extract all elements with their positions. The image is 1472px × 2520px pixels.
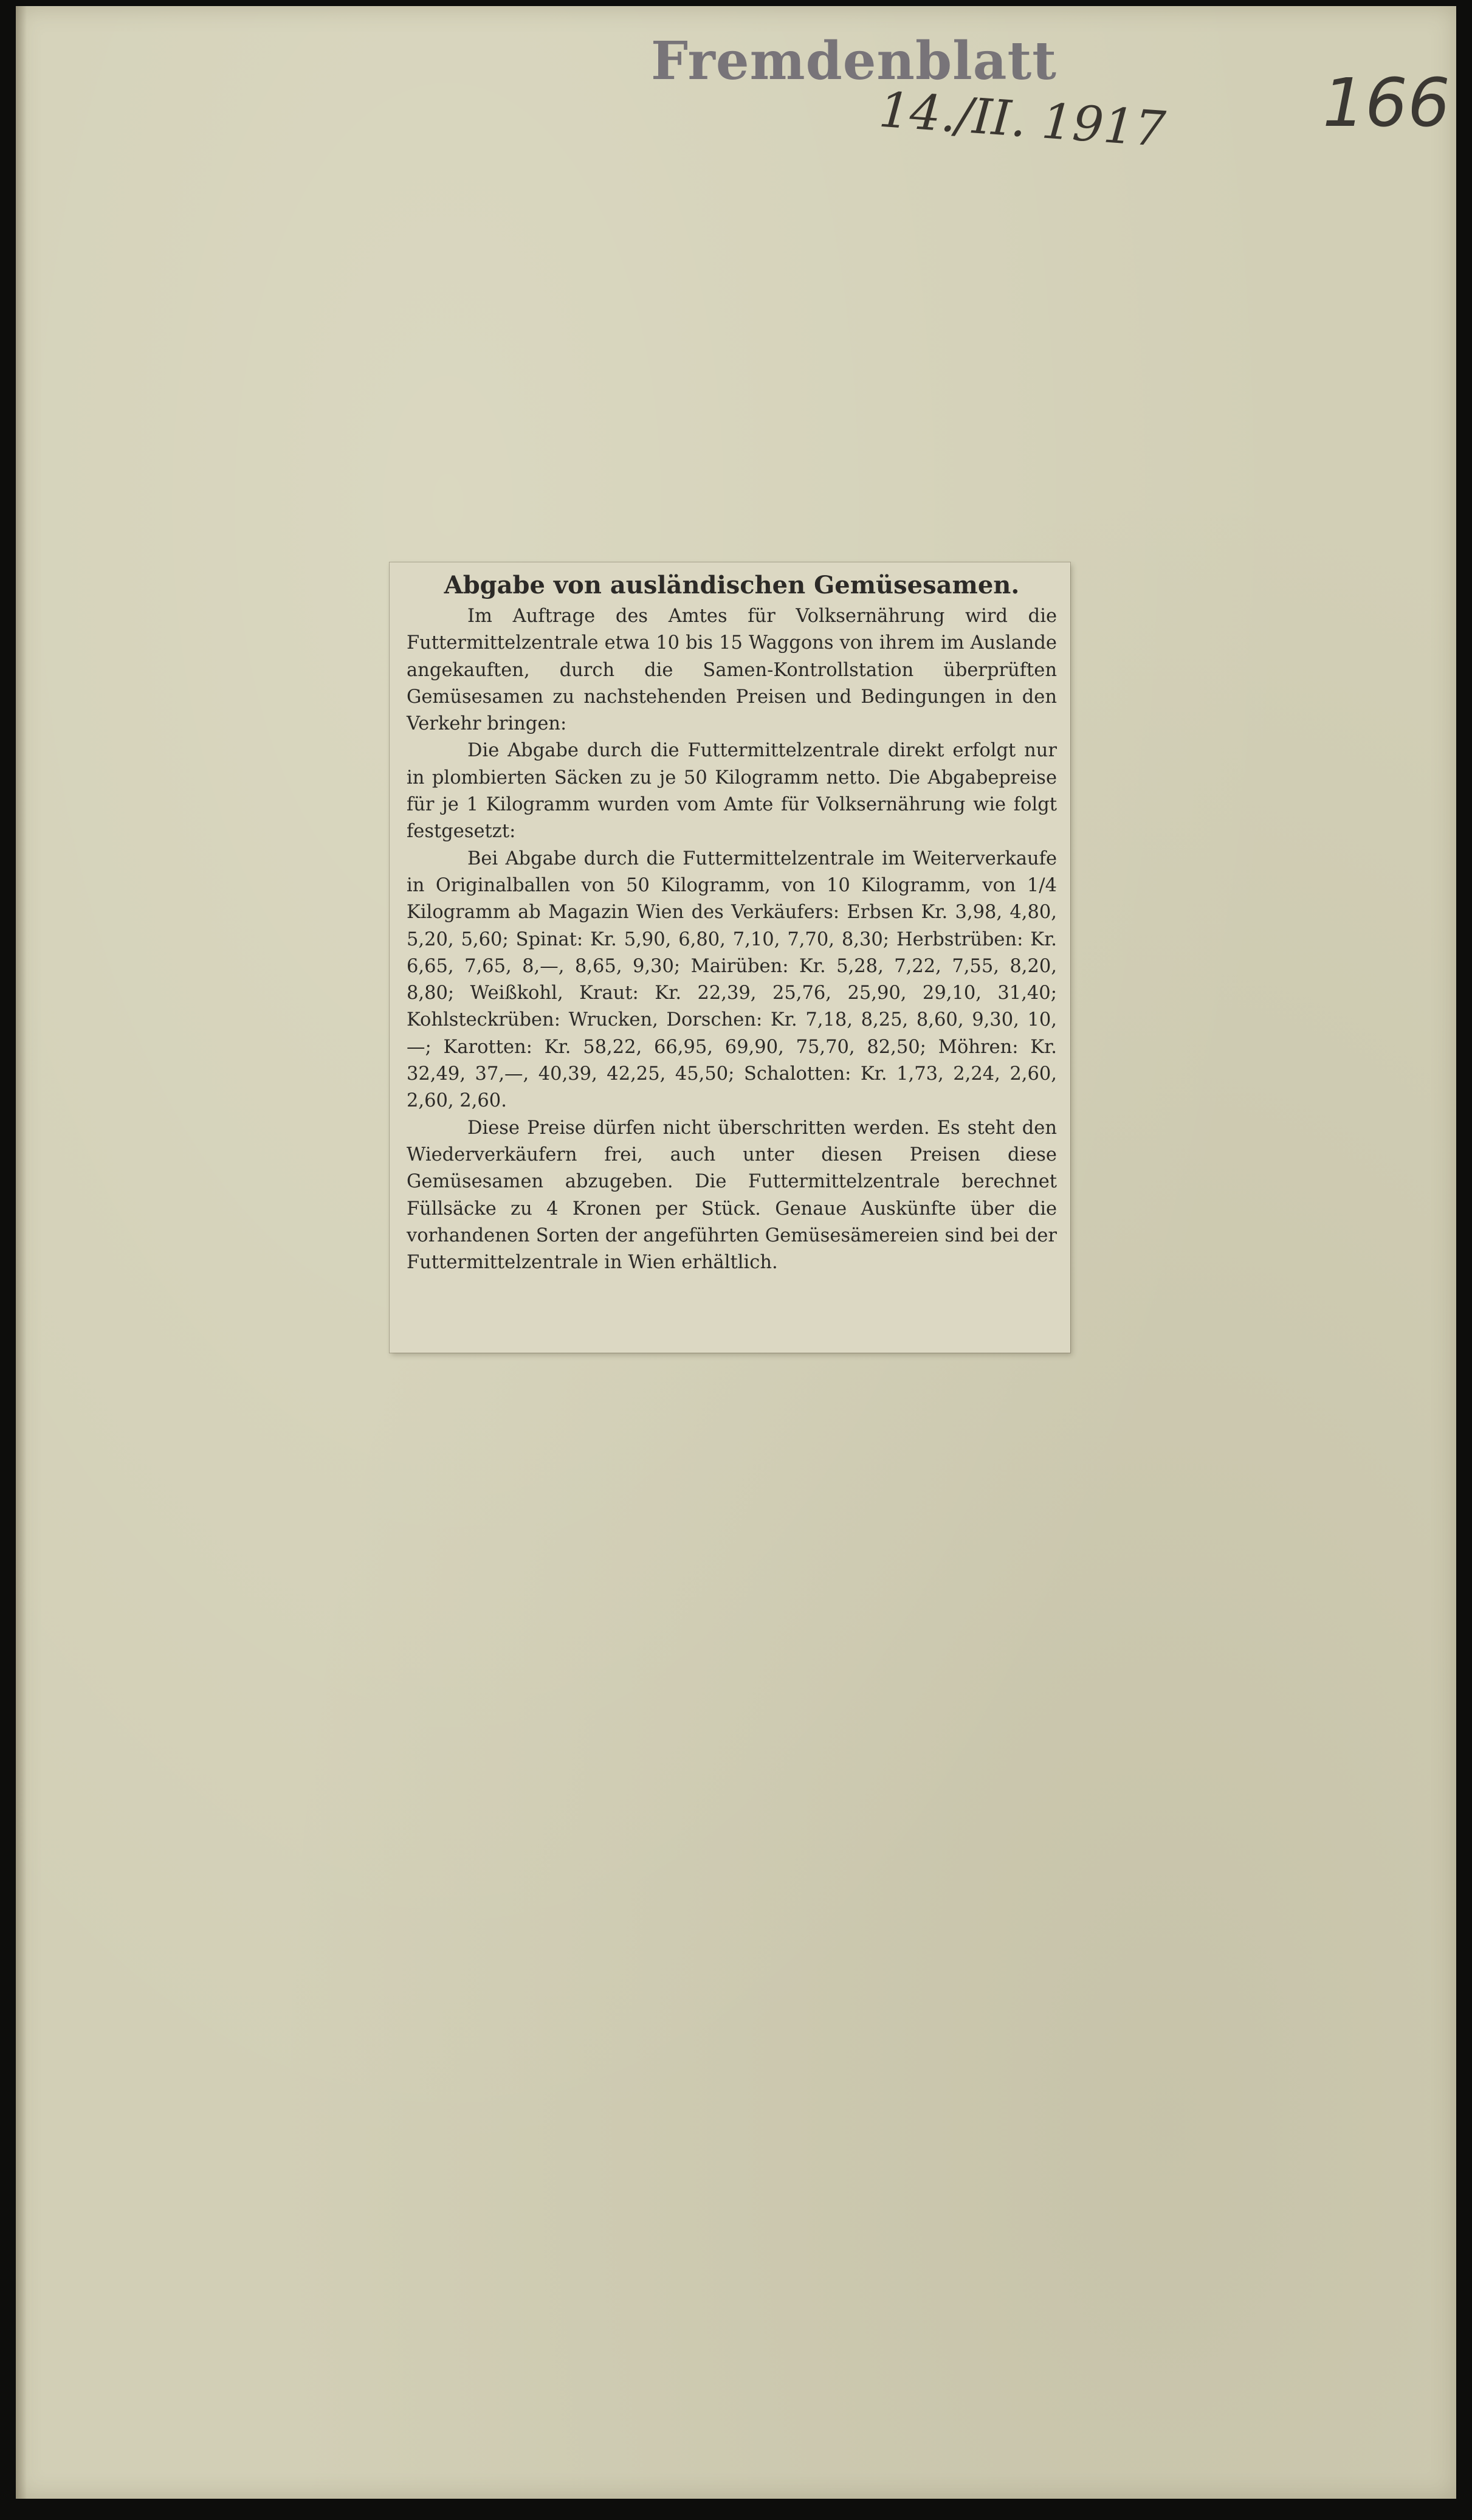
newspaper-clipping — [390, 562, 1070, 1353]
newspaper-name-stamp: Fremdenblatt — [651, 30, 1057, 92]
clipping-headline: Abgabe von ausländischen Gemüsesamen. — [444, 571, 1020, 599]
clipping-paragraph: Bei Abgabe durch die Futtermittelzentrale im Weiterverkaufe in Originalballen von 50 Kilogramm, von 10 Kilogramm, von 1/4 Kilogramm ab Magazin Wien des Verkäufers: Erbsen Kr. 3,98, 4,80, 5,20, 5,60; Spinat: Kr. 5,90, 6,80, 7,10, 7,70, 8,30; Herbstrüben: Kr. 6,65, 7,65, 8,—, 8,65, 9,30; Mairüben: Kr. 5,28, 7,22, 7,55, 8,20, 8,80; Weißkohl, Kraut: Kr. 22,39, 25,76, 25,90, 29,10, 31,40; Kohlsteckrüben: Wrucken, Dorschen: Kr. 7,18, 8,25, 8,60, 9,30, 10,—; Karotten: Kr. 58,22, 66,95, 69,90, 75,70, 82,50; Möhren: Kr. 32,49, 37,—, 40,39, 42,25, 45,50; Schalotten: Kr. 1,73, 2,24, 2,60, 2,60, 2,60. — [407, 847, 1057, 1112]
clipping-paragraph: Die Abgabe durch die Futtermittelzentrale direkt erfolgt nur in plombierten Säcken zu je 50 Kilogramm netto. Die Abgabepreise für je 1 Kilogramm wurden vom Amte für Volksernährung wie folgt festgesetzt: — [407, 740, 1057, 843]
clipping-paragraph: Im Auftrage des Amtes für Volksernährung wird die Futtermittelzentrale etwa 10 bis 15 Waggons von ihrem im Auslande angekauften, durch die Samen-Kontrollstation überprüften Gemüsesamen zu nachstehenden Preisen und Bedingungen in den Verkehr bringen: — [407, 606, 1057, 735]
handwritten-date: 14./II. 1917 — [877, 81, 1168, 158]
archive-sheet — [16, 6, 1456, 2499]
clipping-paragraph: Diese Preise dürfen nicht überschritten werden. Es steht den Wiederverkäufern frei, auch unter diesen Preisen diese Gemüsesamen abzugeben. Die Futtermittelzentrale berechnet Füllsäcke zu 4 Kronen per Stück. Genaue Auskünfte über die vorhandenen Sorten der angeführten Gemüsesämereien sind bei der Futtermittelzentrale in Wien erhältlich. — [407, 1117, 1057, 1274]
folio-number: 166 — [1322, 64, 1450, 142]
sheet-edge-shadow — [16, 6, 27, 2499]
clipping-body — [407, 603, 1057, 1276]
